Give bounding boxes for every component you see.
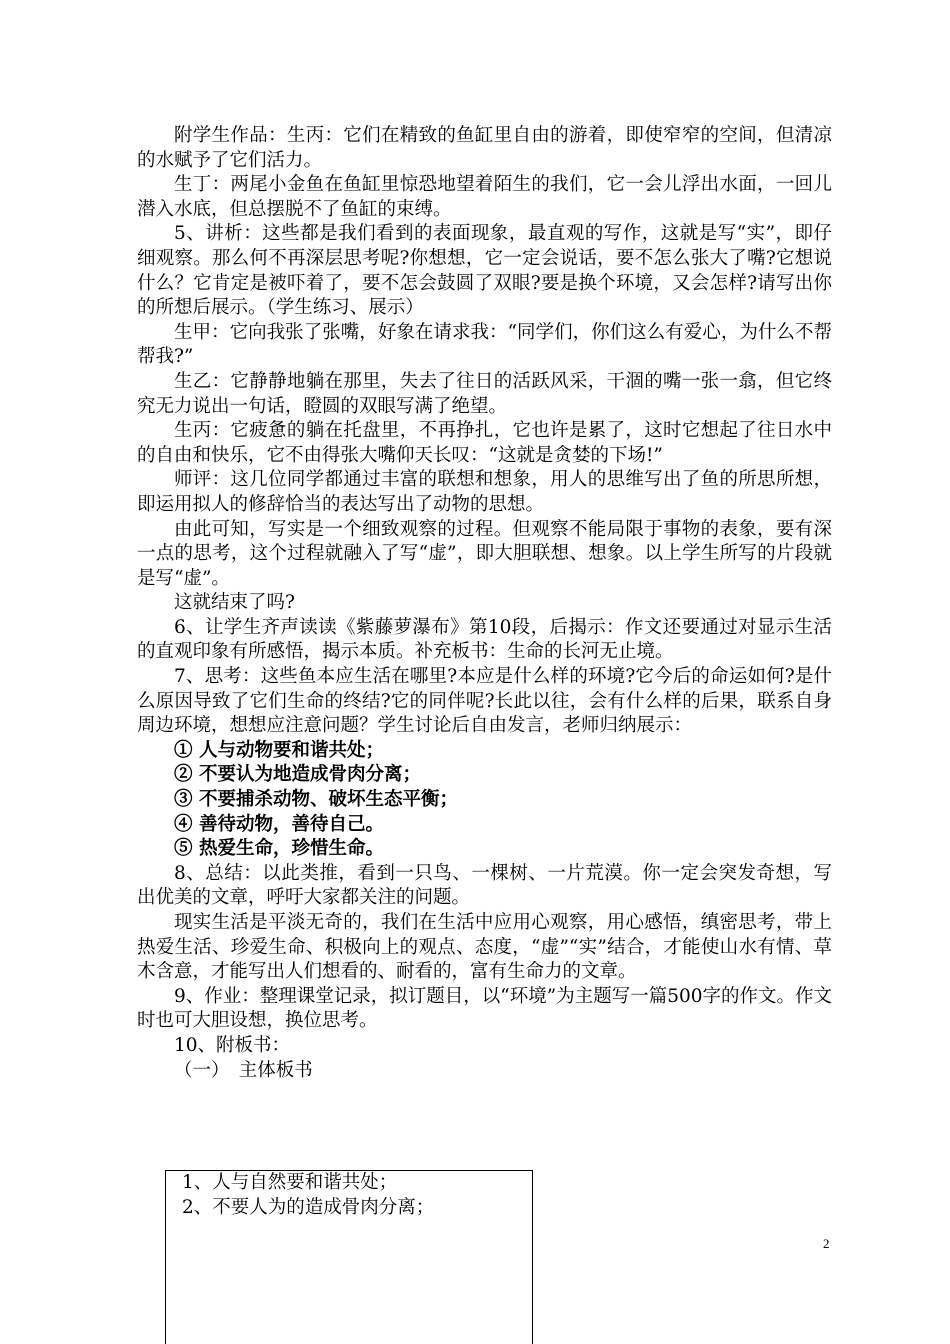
paragraph: 由此可知，写实是一个细致观察的过程。但观察不能局限于事物的表象，要有深一点的思考，这个过程就融入了写“虚”，即大胆联想、想象。以上学生所写的片段就是写“虚”。 (137, 518, 832, 589)
paragraph: 6、让学生齐声读读《紫藤萝瀑布》第10段，后揭示：作文还要通过对显示生活的直观印象有所感悟，揭示本质。补充板书：生命的长河无止境。 (137, 616, 832, 663)
paragraph: 10、附板书： (174, 1034, 291, 1056)
paragraph: 7、思考：这些鱼本应生活在哪里?本应是什么样的环境?它今后的命运如何?是什么原因导致了它们生命的终结?它的同伴呢?长此以往，会有什么样的后果，联系自身周边环境，想想应注意问题？学生讨论后自由发言，老师归纳展示： (137, 666, 832, 737)
bold-list-item: ① 人与动物要和谐共处； (174, 739, 384, 761)
paragraph: 生乙：它静静地躺在那里，失去了往日的活跃风采，干涸的嘴一张一翕，但它终究无力说出一句话，瞪圆的双眼写满了绝望。 (137, 370, 832, 417)
paragraph: 9、作业：整理课堂记录，拟订题目，以“环境”为主题写一篇500字的作文。作文时也可大胆设想，换位思考。 (137, 985, 832, 1032)
box-line: 2、不要人为的造成骨肉分离； (182, 1196, 435, 1218)
paragraph: 8、总结：以此类推，看到一只鸟、一棵树、一片荒漠。你一定会突发奇想，写出优美的文章，呼吁大家都关注的问题。 (137, 862, 832, 909)
document-body (137, 124, 832, 1083)
page-number: 2 (823, 1236, 830, 1251)
bold-list-item: ④ 善待动物，善待自己。 (174, 813, 384, 835)
paragraph: 这就结束了吗? (174, 592, 295, 614)
bold-list-item: ③ 不要捕杀动物、破坏生态平衡； (174, 789, 458, 811)
paragraph: 生丁：两尾小金鱼在鱼缸里惊恐地望着陌生的我们，它一会儿浮出水面，一回儿潜入水底，但总摆脱不了鱼缸的束缚。 (137, 174, 832, 220)
paragraph: 附学生作品：生丙：它们在精致的鱼缸里自由的游着，即使窄窄的空间，但清凉的水赋予了它们活力。 (137, 125, 832, 171)
paragraph: 生甲：它向我张了张嘴，好象在请求我：“同学们，你们这么有爱心，为什么不帮帮我?” (137, 321, 832, 368)
paragraph: 师评：这几位同学都通过丰富的联想和想象，用人的思维写出了鱼的所思所想，即运用拟人的修辞恰当的表达写出了动物的思想。 (137, 469, 832, 515)
bold-list-item: ⑤ 热爱生命，珍惜生命。 (174, 838, 384, 860)
paragraph: 生丙：它疲惫的躺在托盘里，不再挣扎，它也许是累了，这时它想起了往日水中的自由和快乐，它不由得张大嘴仰天长叹：“这就是贪婪的下场!” (137, 420, 832, 466)
section-subheading: （一） 主体板书 (174, 1059, 313, 1081)
paragraph: 现实生活是平淡无奇的，我们在生活中应用心观察，用心感悟，缜密思考，带上热爱生活、珍爱生命、积极向上的观点、态度，“虚”“实”结合，才能使山水有情、草木含意，才能写出人们想看的、耐看的，富有生命力的文章。 (137, 912, 832, 983)
paragraph: 5、讲析：这些都是我们看到的表面现象，最直观的写作，这就是写“实”，即仔细观察。那么何不再深层思考呢?你想想，它一定会说话，要不怎么张大了嘴?它想说什么？它肯定是被吓着了，要不怎会鼓圆了双眼?要是换个环境，又会怎样?请写出你的所想后展示。（学生练习、展示） (137, 223, 832, 319)
bold-list-item: ② 不要认为地造成骨肉分离； (174, 764, 421, 786)
box-line: 1、人与自然要和谐共处； (182, 1172, 398, 1193)
blackboard-box (165, 1170, 533, 1344)
